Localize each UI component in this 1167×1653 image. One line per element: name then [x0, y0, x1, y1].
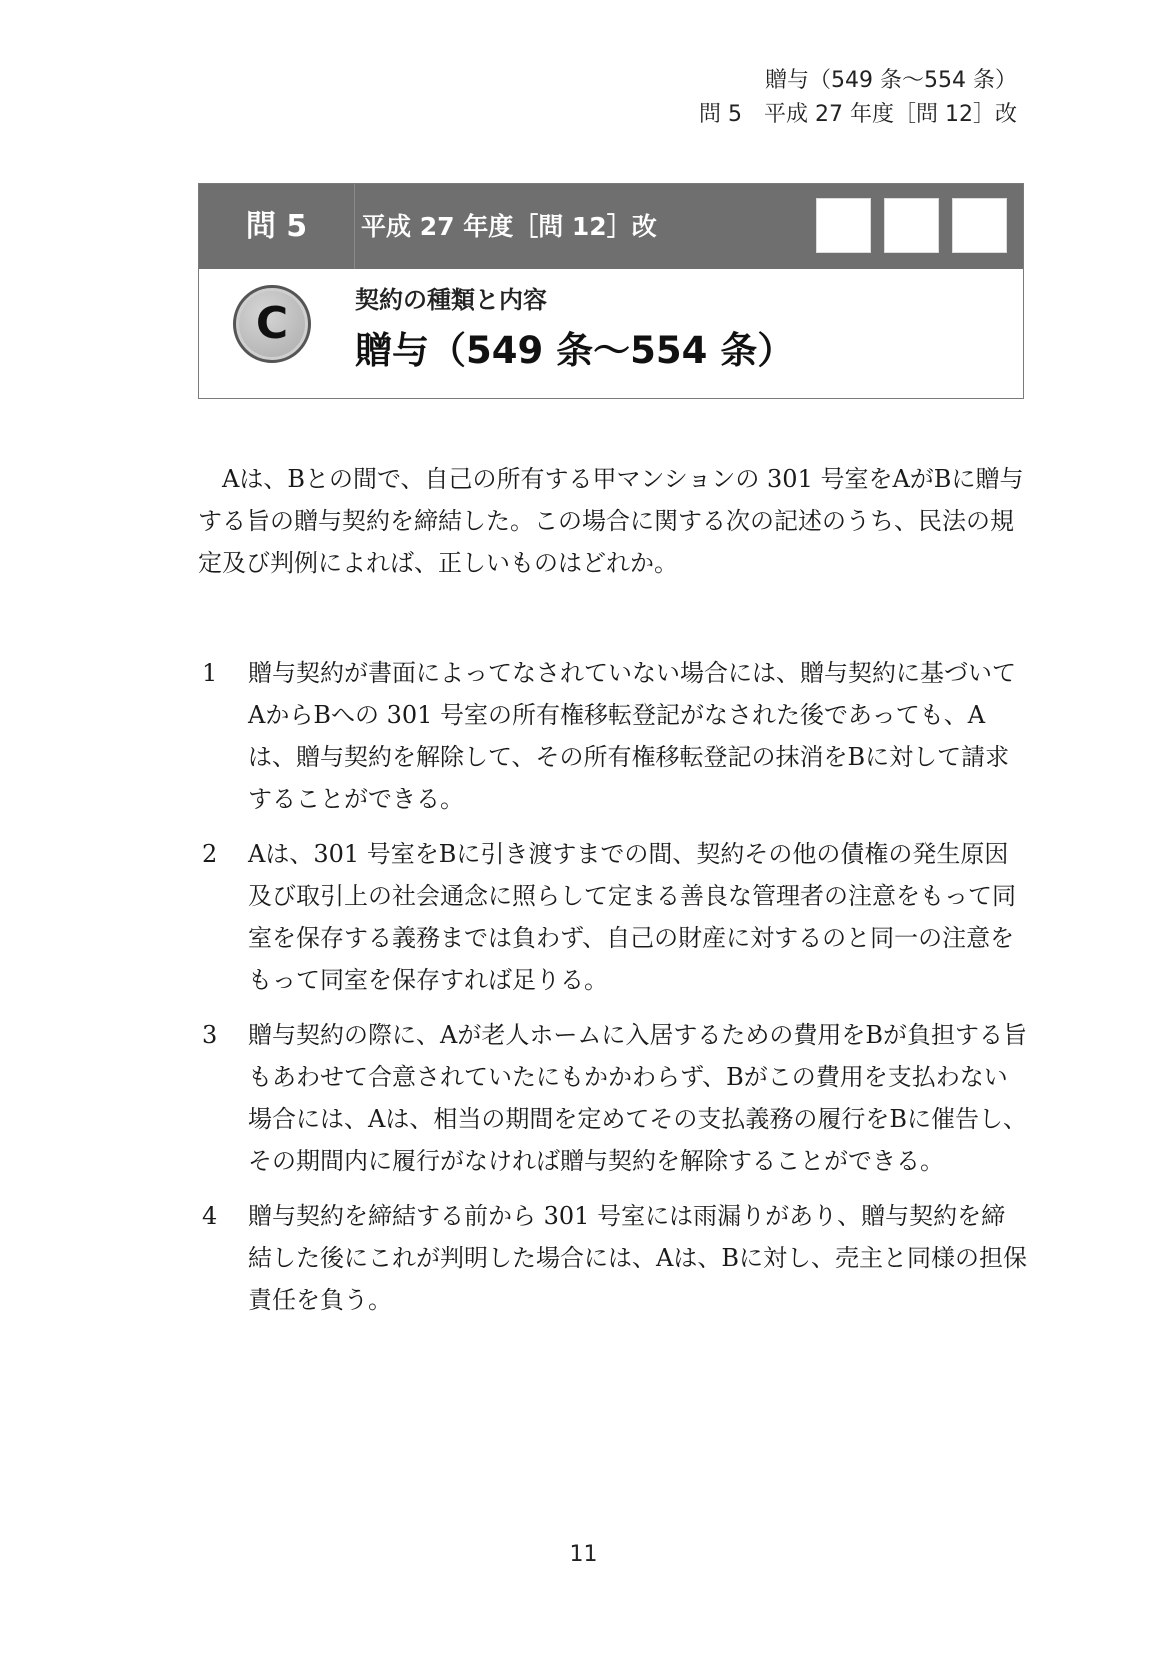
question-header-bar	[199, 184, 1023, 269]
choice-text: 贈与契約が書面によってなされていない場合には、贈与契約に基づいてAからBへの 301 号室の所有権移転登記がなされた後であっても、Aは、贈与契約を解除して、その所有権移転登記の抹消をBに対して請求することができる。	[248, 659, 1016, 813]
running-head	[699, 64, 1017, 132]
check-box-1[interactable]	[816, 198, 871, 253]
running-head-question: 問 5 平成 27 年度［問 12］改	[699, 102, 1017, 127]
choice-4[interactable]	[198, 1195, 1028, 1321]
choice-text: 贈与契約を締結する前から 301 号室には雨漏りがあり、贈与契約を締結した後にこれが判明した場合には、Aは、Bに対し、売主と同様の担保責任を負う。	[248, 1202, 1027, 1314]
question-topic: 贈与（549 条〜554 条）	[355, 329, 795, 372]
choice-text: 贈与契約の際に、Aが老人ホームに入居するための費用をBが負担する旨もあわせて合意されていたにもかかわらず、Bがこの費用を支払わない場合には、Aは、相当の期間を定めてその支払義務の履行をBに催告し、その期間内に履行がなければ贈与契約を解除することができる。	[248, 1021, 1027, 1175]
check-box-2[interactable]	[884, 198, 939, 253]
question-number: 問 5	[199, 184, 355, 269]
check-box-3[interactable]	[952, 198, 1007, 253]
question-source: 平成 27 年度［問 12］改	[361, 212, 657, 241]
choice-text: Aは、301 号室をBに引き渡すまでの間、契約その他の債権の発生原因及び取引上の社会通念に照らして定まる善良な管理者の注意をもって同室を保存する義務までは負わず、自己の財産に対するのと同一の注意をもって同室を保存すれば足りる。	[248, 840, 1016, 994]
choice-number: 2	[202, 840, 218, 868]
question-header-box	[198, 183, 1024, 399]
question-stem: Aは、Bとの間で、自己の所有する甲マンションの 301 号室をAがBに贈与する旨の贈与契約を締結した。この場合に関する次の記述のうち、民法の規定及び判例によれば、正しいものはどれか。	[198, 465, 1024, 577]
choice-2[interactable]	[198, 833, 1028, 1001]
choice-number: 3	[202, 1021, 218, 1049]
check-boxes	[816, 198, 1007, 253]
rank-badge: C	[233, 285, 311, 363]
page-number: 11	[569, 1542, 598, 1567]
choice-1[interactable]	[198, 652, 1028, 820]
answer-choices	[198, 652, 1028, 1334]
choice-number: 1	[202, 659, 218, 687]
running-head-topic: 贈与（549 条〜554 条）	[765, 68, 1017, 93]
question-category: 契約の種類と内容	[355, 286, 547, 314]
choice-3[interactable]	[198, 1014, 1028, 1182]
choice-number: 4	[202, 1202, 218, 1230]
